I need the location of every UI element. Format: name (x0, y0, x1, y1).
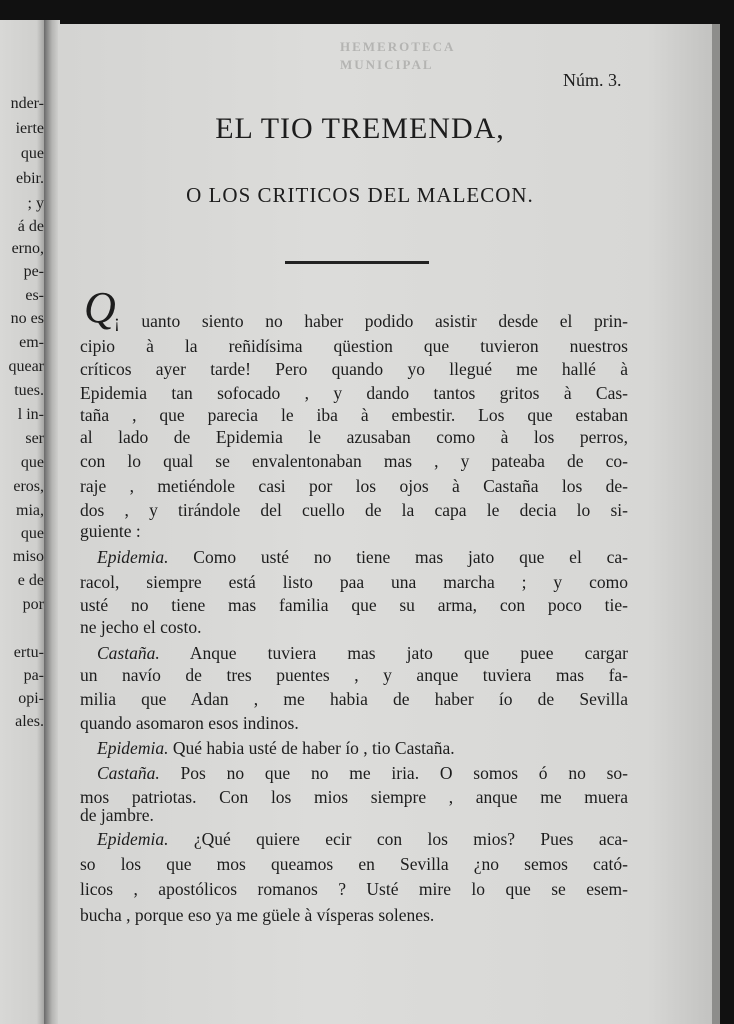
text-line (80, 450, 628, 472)
left-page-fragment: miso (12, 548, 44, 565)
text-line (97, 642, 628, 664)
text-line (80, 382, 628, 404)
left-page-fragment: por (22, 596, 44, 613)
drop-cap: Q (84, 283, 116, 332)
text-line (80, 499, 628, 521)
left-page-fragment: ; y (27, 195, 44, 212)
left-page-fragment: pa- (23, 667, 44, 684)
page-title: EL TIO TREMENDA, (215, 112, 505, 145)
line-text: milia que Adan , me habia de haber ío de Sevilla (80, 689, 628, 709)
left-page-fragment: ser (25, 430, 44, 447)
line-text: ¡ uanto siento no haber podido asistir desde el prin- (114, 311, 628, 331)
line-text: al lado de Epidemia le azusaban como à los perros, (80, 427, 628, 447)
speaker-name: Epidemia. (97, 547, 169, 567)
left-page-fragment: ebir. (16, 170, 44, 187)
left-page-fragment: ales. (15, 713, 44, 730)
page-subtitle: O LOS CRITICOS DEL MALECON. (186, 183, 534, 207)
text-line (80, 904, 628, 926)
line-text: bucha , porque eso ya me güele à vísperas solenes. (80, 905, 435, 925)
speaker-name: Epidemia. (97, 738, 169, 758)
text-line (97, 546, 628, 568)
text-line (80, 335, 628, 357)
line-text: racol, siempre está listo paa una marcha ; y como (80, 572, 628, 592)
left-page-fragment: no es (10, 310, 44, 327)
speaker-name: Castaña. (97, 643, 160, 663)
text-line (80, 878, 628, 900)
line-text: quando asomaron esos indinos. (80, 713, 299, 733)
text-line (80, 853, 628, 875)
left-page-fragment: que (20, 145, 44, 162)
line-text: so los que mos queamos en Sevilla ¿no semos cató- (80, 854, 628, 874)
line-text: Como usté no tiene mas jato que el ca- (193, 547, 628, 567)
page-edge (712, 24, 720, 1024)
text-line (80, 426, 628, 448)
text-line (80, 358, 628, 380)
line-text: ¿Qué quiere ecir con los mios? Pues aca- (193, 829, 628, 849)
text-line (80, 712, 628, 734)
left-page-fragment: e de (17, 572, 44, 589)
issue-number: Núm. 3. (563, 70, 622, 90)
line-text: Qué habia usté de haber ío , tio Castaña. (172, 738, 455, 758)
speaker-name: Castaña. (97, 763, 160, 783)
left-page-fragment: tues. (14, 382, 44, 399)
line-text: de jambre. (80, 805, 154, 825)
title-divider (285, 261, 429, 264)
line-text: cipio à la reñidísima qüestion que tuvieron nuestros (80, 336, 628, 356)
left-page-fragment: em- (19, 334, 44, 351)
text-line (97, 762, 628, 784)
left-page-fragment: es- (25, 287, 44, 304)
line-text: Anque tuviera mas jato que puee cargar (189, 643, 628, 663)
left-page-fragment: quear (8, 358, 44, 375)
left-page-fragment: ierte (15, 120, 44, 137)
line-text: raje , metiéndole casi por los ojos à Castaña los de- (80, 476, 628, 496)
left-page-fragment: erno, (11, 240, 44, 257)
line-text: con lo qual se envalentonaban mas , y pateaba de co- (80, 451, 628, 471)
line-text: Epidemia tan sofocado , y dando tantos gritos à Cas- (80, 383, 628, 403)
text-line (80, 404, 628, 426)
left-page-fragment: mia, (16, 502, 44, 519)
stamp-line: HEMEROTECA (340, 39, 456, 54)
line-text: ne jecho el costo. (80, 617, 202, 637)
text-line (80, 688, 628, 710)
line-text: licos , apostólicos romanos ? Usté mire lo que se esem- (80, 879, 628, 899)
line-text: Pos no que no me iria. O somos ó no so- (180, 763, 629, 783)
left-page-fragment: pe- (23, 263, 44, 280)
left-page-fragment: que (20, 454, 44, 471)
line-text: un navío de tres puentes , y anque tuviera mas fa- (80, 665, 628, 685)
line-text: usté no tiene mas familia que su arma, con poco tie- (80, 595, 628, 615)
left-page-fragment: opi- (18, 690, 44, 707)
text-line (80, 475, 628, 497)
text-line (97, 737, 628, 759)
line-text: taña , que parecia le iba à embestir. Los que estaban (80, 405, 628, 425)
library-stamp (340, 38, 455, 74)
left-page-fragment: nder- (10, 95, 44, 112)
line-text: guiente : (80, 521, 141, 541)
stamp-line: MUNICIPAL (340, 57, 434, 72)
text-line (80, 571, 628, 593)
text-line (80, 520, 628, 542)
text-line (80, 594, 628, 616)
speaker-name: Epidemia. (97, 829, 169, 849)
text-line (80, 616, 628, 638)
text-line (80, 664, 628, 686)
line-text: críticos ayer tarde! Pero quando yo llegué me hallé à (80, 359, 628, 379)
text-line (80, 804, 628, 826)
line-text: dos , y tirándole del cuello de la capa le decia lo si- (80, 500, 628, 520)
left-page-fragment: eros, (13, 478, 44, 495)
left-page-fragment: á de (17, 218, 44, 235)
left-page-fragment: l in- (17, 406, 44, 423)
left-page-fragment: ertu- (13, 644, 44, 661)
line-text: mos patriotas. Con los mios siempre , anque me muera (80, 787, 628, 807)
text-line (97, 828, 628, 850)
text-line (114, 310, 628, 332)
left-page-fragment: que (20, 525, 44, 542)
